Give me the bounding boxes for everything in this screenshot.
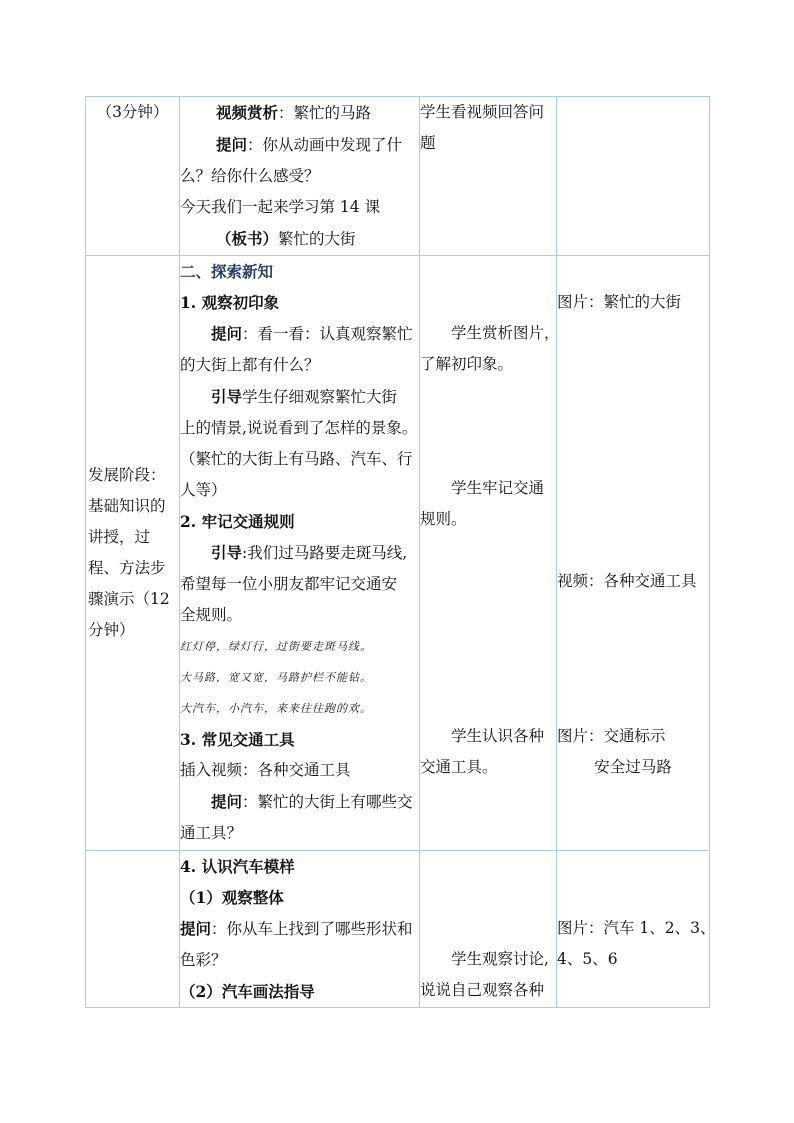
student-answer-2a: 学生牢记交通: [451, 479, 545, 497]
resource-text: [557, 97, 709, 128]
rhyme-line-2: 大马路，宽又宽，马路护栏不能钻。: [180, 671, 372, 684]
spacer: [420, 566, 556, 597]
teacher-activity-cell: [180, 851, 420, 1008]
student-answer-4a: 学生观察讨论,: [451, 950, 549, 968]
table-row: [86, 851, 710, 1008]
student-answer-4b: 说说自己观察各种: [420, 981, 545, 999]
stage-duration: （3分钟）: [96, 103, 169, 121]
spacer: [557, 597, 709, 628]
step1-guide-line: [180, 381, 419, 413]
question-text-2: 么？给你什么感受？: [180, 167, 320, 185]
table-row: [86, 256, 710, 851]
resource-item-5a: 图片：汽车 1、2、3、: [557, 919, 716, 937]
step1-question-text-1: ：看一看：认真观察繁忙: [242, 325, 413, 343]
step4-question-text-2: 色彩？: [180, 951, 227, 969]
question-text-1: ：你从动画中发现了什: [247, 136, 403, 154]
spacer: [557, 851, 709, 882]
video-label: 视频赏析: [216, 103, 279, 122]
board-text: 繁忙的大街: [278, 230, 356, 248]
student-answer-2b: 规则。: [420, 510, 467, 528]
step3-question-text-1: ：繁忙的大街上有哪些交: [242, 793, 413, 811]
board-line: [180, 223, 419, 255]
step4-title: 4. 认识汽车模样: [180, 857, 295, 876]
step1-question-text-2: 的大街上都有什么？: [180, 356, 320, 374]
spacer: [557, 504, 709, 535]
step2-title: 2. 牢记交通规则: [180, 512, 295, 531]
spacer: [420, 628, 556, 659]
stage-cell: [86, 851, 180, 1008]
step2-guide-label: 引导: [211, 543, 243, 562]
step2-guide-text-1: :我们过马路要走斑马线,: [242, 544, 408, 562]
step1-note-1: （繁忙的大街上有马路、汽车、行: [180, 450, 413, 468]
spacer: [557, 318, 709, 349]
step3-question-line: [180, 786, 419, 818]
step3-insert-video: 插入视频：各种交通工具: [180, 761, 351, 779]
spacer: [557, 473, 709, 504]
question-label: 提问: [216, 135, 248, 154]
resource-cell: [557, 97, 710, 256]
step1-guide-text-1: 学生仔细观察繁忙大街: [242, 388, 398, 406]
spacer: [420, 256, 556, 287]
stage-description: 发展阶段：基础知识的讲授，过程、方法步骤演示（12分钟）: [88, 466, 170, 639]
spacer: [420, 287, 556, 318]
step3-question-label: 提问: [211, 792, 243, 811]
resource-cell: [557, 256, 710, 851]
spacer: [420, 913, 556, 944]
step3-title: 3. 常见交通工具: [180, 730, 295, 749]
step2-guide-text-2: 希望每一位小朋友都牢记交通安: [180, 575, 398, 593]
resource-item-5b: 4、5、6: [557, 950, 618, 968]
step2-guide-line: [180, 537, 419, 569]
step1-question-label: 提问: [211, 324, 243, 343]
step3-question-text-2: 通工具？: [180, 824, 243, 842]
student-answer-1a: 学生赏析图片，: [451, 324, 560, 342]
teacher-activity-cell: [180, 256, 420, 851]
student-answer-3a: 学生认识各种: [451, 727, 545, 745]
stage-cell: [86, 97, 180, 256]
table-row: [86, 97, 710, 256]
spacer: [420, 442, 556, 473]
student-answer-3b: 交通工具。: [420, 758, 498, 776]
spacer: [557, 659, 709, 690]
part1-title: （1）观察整体: [180, 888, 284, 907]
step1-guide-label: 引导: [211, 387, 243, 406]
spacer: [557, 882, 709, 913]
spacer: [420, 597, 556, 628]
spacer: [557, 535, 709, 566]
student-text-2: 题: [420, 134, 436, 152]
student-answer-1b: 了解初印象。: [420, 355, 514, 373]
spacer: [557, 411, 709, 442]
rhyme-line-1: 红灯停，绿灯行，过街要走斑马线。: [180, 640, 372, 653]
student-activity-cell: [420, 97, 557, 256]
spacer: [557, 380, 709, 411]
student-text-1: 学生看视频回答问: [420, 103, 545, 121]
teacher-activity-cell: [180, 97, 420, 256]
stage-cell: [86, 256, 180, 851]
lesson-plan-table: [85, 96, 716, 1008]
resource-item-2: 视频：各种交通工具: [557, 572, 697, 590]
spacer: [420, 882, 556, 913]
step4-question-line: [180, 913, 419, 945]
part2-title: （2）汽车画法指导: [180, 982, 315, 1001]
step1-note-2: 人等）: [180, 481, 227, 499]
resource-item-4: 安全过马路: [594, 758, 672, 776]
resource-cell: [557, 851, 716, 1008]
spacer: [557, 690, 709, 721]
board-label: （板书）: [216, 229, 279, 248]
spacer: [420, 659, 556, 690]
student-activity-cell: [420, 851, 557, 1008]
student-activity-cell: [420, 256, 560, 851]
spacer: [420, 535, 556, 566]
rhyme-line-3: 大汽车，小汽车，来来往往跑的欢。: [180, 702, 372, 715]
spacer: [420, 380, 556, 411]
spacer: [557, 442, 709, 473]
stage-description: [88, 914, 177, 945]
spacer: [420, 690, 556, 721]
step4-question-text-1: ：你从车上找到了哪些形状和: [211, 920, 413, 938]
resource-item-3: 图片：交通标示: [557, 727, 666, 745]
spacer: [420, 851, 556, 882]
question-line: [180, 129, 419, 161]
step2-guide-text-3: 全规则。: [180, 606, 243, 624]
spacer: [557, 349, 709, 380]
step1-title: 1. 观察初印象: [180, 293, 280, 312]
intro-text: 今天我们一起来学习第 14 课: [180, 198, 381, 216]
spacer: [557, 628, 709, 659]
video-text: ：繁忙的马路: [278, 104, 372, 122]
video-line: [180, 97, 419, 129]
step4-question-label: 提问: [180, 919, 212, 938]
step1-guide-text-2: 上的情景,说说看到了怎样的景象。: [180, 419, 418, 437]
section-title: 二、探索新知: [180, 262, 274, 281]
spacer: [557, 256, 709, 287]
spacer: [420, 411, 556, 442]
resource-item-1: 图片：繁忙的大街: [557, 293, 682, 311]
step1-question-line: [180, 318, 419, 350]
